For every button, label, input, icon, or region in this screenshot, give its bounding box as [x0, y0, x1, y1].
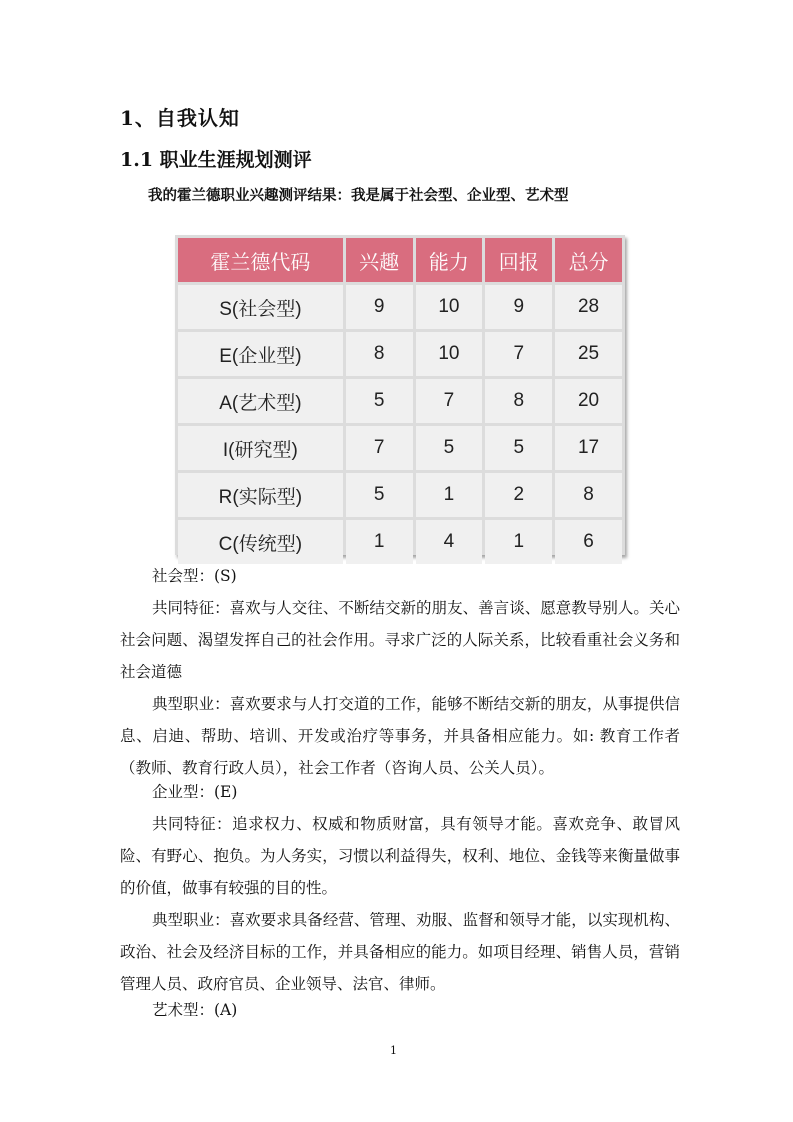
holland-table: [175, 235, 625, 567]
table-cell: 7: [346, 426, 413, 470]
table-cell: 1: [416, 473, 483, 517]
header-reward: 回报: [485, 238, 552, 282]
paragraph-social-traits: 共同特征：喜欢与人交往、不断结交新的朋友、善言谈、愿意教导别人。关心社会问题、渴望发挥自己的社会作用。寻求广泛的人际关系，比较看重社会义务和社会道德: [120, 599, 680, 681]
table-cell: E(企业型): [178, 332, 343, 376]
page-number: 1: [390, 1044, 397, 1057]
paragraph-enterprising-jobs: 典型职业：喜欢要求具备经营、管理、劝服、监督和领导才能，以实现机构、政治、社会及经济目标的工作，并具备相应的能力。如项目经理、销售人员，营销管理人员、政府官员、企业领导、法官、律师。: [120, 911, 680, 993]
table-row: [178, 379, 622, 423]
table-cell: 17: [555, 426, 622, 470]
table-cell: 9: [346, 285, 413, 329]
table-cell: 10: [416, 332, 483, 376]
table-cell: 8: [346, 332, 413, 376]
table-cell: 7: [485, 332, 552, 376]
table-row: [178, 426, 622, 470]
table-cell: 4: [416, 520, 483, 564]
table-cell: 8: [485, 379, 552, 423]
table-cell: I(研究型): [178, 426, 343, 470]
paragraph-social-jobs: 典型职业：喜欢要求与人打交道的工作，能够不断结交新的朋友，从事提供信息、启迪、帮助、培训、开发或治疗等事务，并具备相应能力。如: 教育工作者（教师、教育行政人员），社会工作者（咨询人员、公关人员）。: [120, 695, 680, 777]
table-cell: 1: [485, 520, 552, 564]
table-cell: R(实际型): [178, 473, 343, 517]
table-row: [178, 285, 622, 329]
header-code: 霍兰德代码: [178, 238, 343, 282]
table-cell: 25: [555, 332, 622, 376]
table-row: [178, 473, 622, 517]
header-interest: 兴趣: [346, 238, 413, 282]
table-cell: 5: [346, 379, 413, 423]
table-cell: 2: [485, 473, 552, 517]
holland-table-container: [175, 235, 625, 555]
table-cell: 10: [416, 285, 483, 329]
header-total: 总分: [555, 238, 622, 282]
table-cell: C(传统型): [178, 520, 343, 564]
table-cell: A(艺术型): [178, 379, 343, 423]
table-header-row: [178, 238, 622, 282]
table-row: [178, 520, 622, 564]
table-cell: 5: [416, 426, 483, 470]
table-cell: 28: [555, 285, 622, 329]
result-line: 我的霍兰德职业兴趣测评结果：我是属于社会型、企业型、艺术型: [148, 187, 569, 204]
table-cell: 20: [555, 379, 622, 423]
section-heading: 1、自我认知: [120, 106, 240, 130]
paragraph-enterprising-traits: 共同特征：追求权力、权威和物质财富，具有领导才能。喜欢竞争、敢冒风险、有野心、抱负。为人务实，习惯以利益得失，权利、地位、金钱等来衡量做事的价值，做事有较强的目的性。: [120, 815, 680, 897]
table-cell: 6: [555, 520, 622, 564]
table-row: [178, 332, 622, 376]
type-heading-social: 社会型：(S): [152, 567, 237, 585]
subsection-heading: 1.1 职业生涯规划测评: [120, 149, 312, 171]
table-cell: 5: [346, 473, 413, 517]
table-cell: 1: [346, 520, 413, 564]
table-cell: 8: [555, 473, 622, 517]
type-heading-artistic: 艺术型：(A): [152, 1001, 238, 1019]
table-cell: 7: [416, 379, 483, 423]
table-cell: 5: [485, 426, 552, 470]
table-cell: 9: [485, 285, 552, 329]
header-ability: 能力: [416, 238, 483, 282]
table-cell: S(社会型): [178, 285, 343, 329]
type-heading-enterprising: 企业型：(E): [152, 783, 238, 801]
